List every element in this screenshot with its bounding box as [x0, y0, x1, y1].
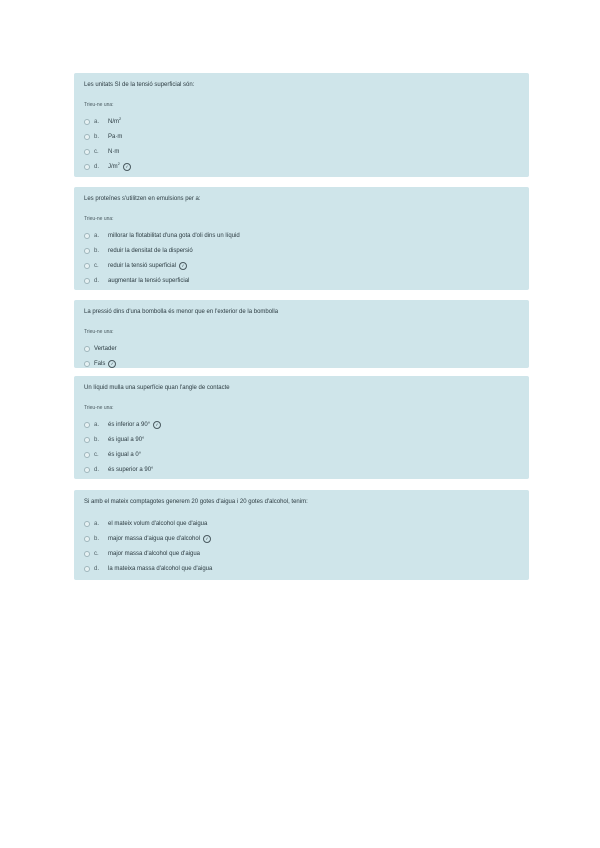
option-c[interactable] [84, 258, 519, 273]
option-letter: c. [94, 148, 99, 155]
check-circle-icon: ✓ [179, 262, 187, 270]
option-text: major massa d'aigua que d'alcohol [108, 535, 201, 542]
option-letter: b. [94, 535, 100, 542]
option-a[interactable] [84, 516, 519, 531]
check-circle-icon: ✓ [108, 360, 116, 368]
option-b[interactable] [84, 432, 519, 447]
option-text: la mateixa massa d'alcohol que d'aigua [108, 565, 213, 572]
radio-button[interactable] [84, 248, 90, 254]
radio-button[interactable] [84, 263, 90, 269]
check-circle-icon: ✓ [123, 163, 131, 171]
radio-button[interactable] [84, 149, 90, 155]
radio-button[interactable] [84, 134, 90, 140]
radio-button[interactable] [84, 437, 90, 443]
radio-button[interactable] [84, 361, 90, 367]
option-letter: a. [94, 520, 100, 527]
radio-button[interactable] [84, 119, 90, 125]
option-text: és igual a 0° [108, 451, 142, 458]
option-d[interactable] [84, 462, 519, 477]
question-text: Un líquid mulla una superfície quan l'angle de contacte [84, 385, 230, 391]
question-text: Si amb el mateix comptagotes generem 20 gotes d'aigua i 20 gotes d'alcohol, tenim: [84, 499, 308, 505]
radio-button[interactable] [84, 422, 90, 428]
option-letter: b. [94, 133, 100, 140]
option-text: N·m [108, 148, 120, 155]
option-c[interactable] [84, 447, 519, 462]
option-b[interactable] [84, 129, 519, 144]
option-d[interactable] [84, 159, 519, 174]
check-circle-icon: ✓ [203, 535, 211, 543]
option-a[interactable] [84, 417, 519, 432]
radio-button[interactable] [84, 164, 90, 170]
radio-button[interactable] [84, 521, 90, 527]
option-b[interactable] [84, 531, 519, 546]
option-letter: c. [94, 550, 99, 557]
check-circle-icon: ✓ [153, 421, 161, 429]
question-card-3 [74, 300, 529, 368]
radio-button[interactable] [84, 467, 90, 473]
option-false[interactable] [84, 356, 519, 371]
option-true[interactable] [84, 341, 519, 356]
option-letter: a. [94, 421, 100, 428]
question-text: Les proteïnes s'utilitzen en emulsions per a: [84, 196, 201, 202]
option-text: és igual a 90° [108, 436, 145, 443]
option-letter: d. [94, 277, 100, 284]
option-b[interactable] [84, 243, 519, 258]
question-text: La pressió dins d'una bombolla és menor que en l'exterior de la bombolla [84, 309, 279, 315]
question-card-2 [74, 187, 529, 290]
radio-button[interactable] [84, 452, 90, 458]
option-text: és superior a 90° [108, 466, 154, 473]
question-hint: Trieu-ne una: [84, 102, 114, 108]
option-letter: d. [94, 163, 100, 170]
option-text: millorar la flotabilitat d'una gota d'oli dins un líquid [108, 232, 240, 239]
option-letter: c. [94, 451, 99, 458]
option-text: reduir la tensió superficial [108, 262, 177, 269]
option-text: Fals [94, 360, 106, 367]
option-letter: c. [94, 262, 99, 269]
option-text: és inferior a 90° [108, 421, 151, 428]
option-letter: a. [94, 232, 100, 239]
option-text: $N/m^2$ [108, 115, 122, 125]
option-letter: a. [94, 118, 100, 125]
option-d[interactable] [84, 561, 519, 576]
option-c[interactable] [84, 144, 519, 159]
radio-button[interactable] [84, 278, 90, 284]
question-card-1 [74, 73, 529, 177]
option-letter: b. [94, 247, 100, 254]
option-text: augmentar la tensió superficial [108, 277, 190, 284]
option-text: Vertader [94, 345, 117, 352]
option-a[interactable] [84, 114, 519, 129]
question-hint: Trieu-ne una: [84, 329, 114, 335]
option-text: reduir la densitat de la dispersió [108, 247, 193, 254]
option-letter: b. [94, 436, 100, 443]
question-hint: Trieu-ne una: [84, 216, 114, 222]
question-text: Les unitats SI de la tensió superficial són: [84, 82, 195, 88]
radio-button[interactable] [84, 551, 90, 557]
question-card-5 [74, 490, 529, 580]
radio-button[interactable] [84, 566, 90, 572]
radio-button[interactable] [84, 346, 90, 352]
option-text: Pa·m [108, 133, 123, 140]
option-text: $J/m^2$ [108, 160, 120, 170]
option-text: major massa d'alcohol que d'aigua [108, 550, 201, 557]
option-d[interactable] [84, 273, 519, 288]
question-card-4 [74, 376, 529, 479]
option-letter: d. [94, 466, 100, 473]
question-hint: Trieu-ne una: [84, 405, 114, 411]
option-c[interactable] [84, 546, 519, 561]
radio-button[interactable] [84, 233, 90, 239]
option-text: el mateix volum d'alcohol que d'aigua [108, 520, 208, 527]
radio-button[interactable] [84, 536, 90, 542]
option-letter: d. [94, 565, 100, 572]
option-a[interactable] [84, 228, 519, 243]
